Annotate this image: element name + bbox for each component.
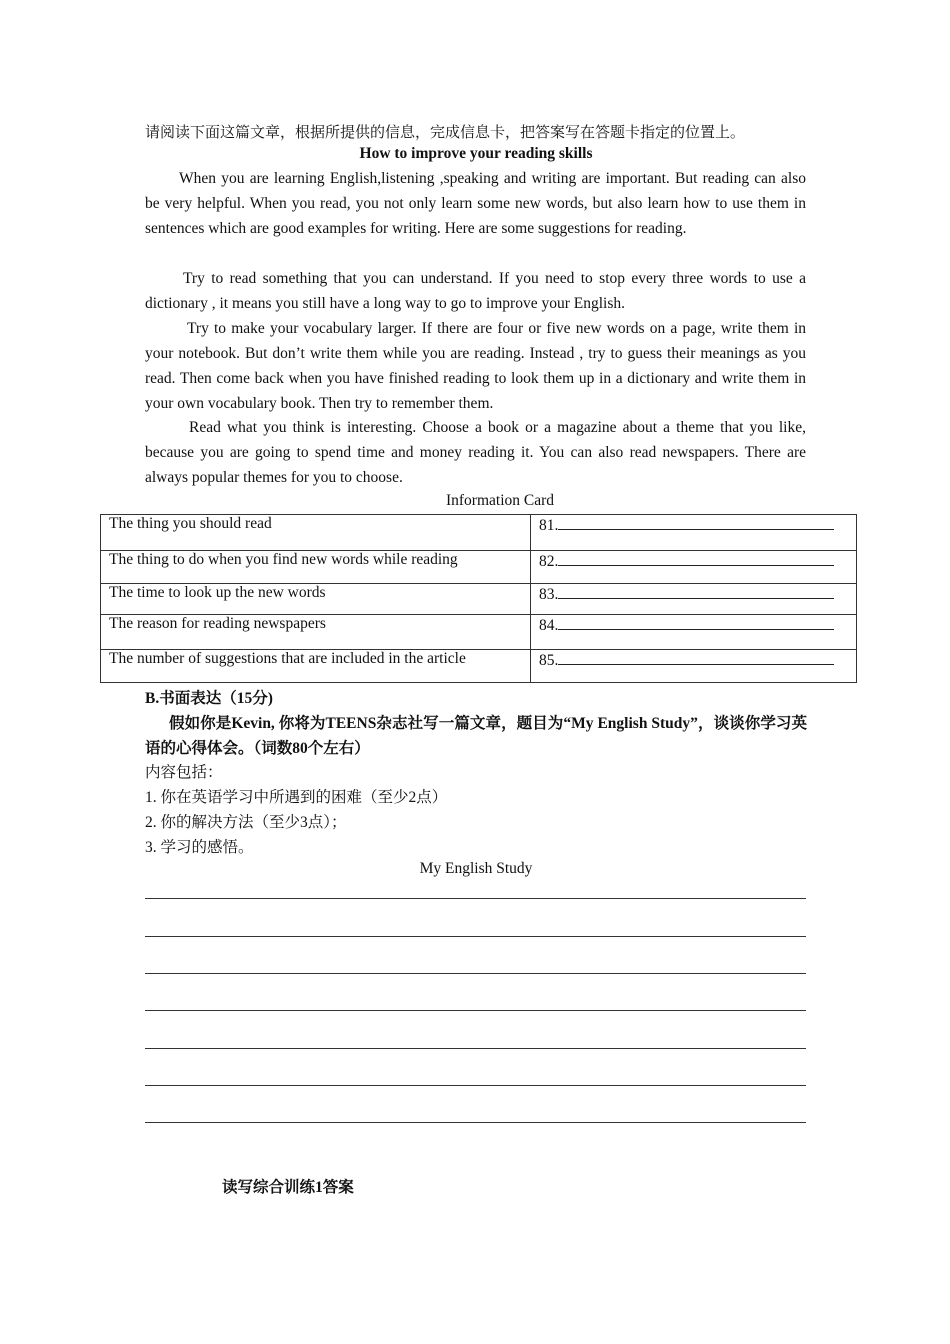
answer-cell[interactable] bbox=[531, 551, 857, 584]
table-row bbox=[101, 615, 857, 650]
answer-cell[interactable] bbox=[531, 650, 857, 683]
answer-number: 82. bbox=[539, 553, 559, 570]
writing-prompt: 假如你是Kevin, 你将为TEENS杂志社写一篇文章，题目为“My English Study”，谈谈你学习英语的心得体会。（词数80个左右） bbox=[145, 715, 807, 757]
requirement-item: 1. 你在英语学习中所遇到的困难（至少2点） bbox=[145, 789, 448, 806]
question-cell: The number of suggestions that are included in the article bbox=[101, 650, 531, 683]
answer-blank[interactable] bbox=[558, 615, 834, 630]
writing-line[interactable] bbox=[145, 973, 806, 974]
answer-number: 83. bbox=[539, 586, 559, 603]
requirement-item: 2. 你的解决方法（至少3点）； bbox=[145, 814, 347, 831]
question-cell: The thing you should read bbox=[101, 515, 531, 551]
answer-cell[interactable] bbox=[531, 515, 857, 551]
table-row bbox=[101, 551, 857, 584]
paragraph-2: Try to read something that you can understand. If you need to stop every three words to use a dictionary , it means you still have a long way to go to improve your English. bbox=[145, 270, 806, 312]
answer-cell[interactable] bbox=[531, 584, 857, 615]
question-cell: The thing to do when you find new words while reading bbox=[101, 551, 531, 584]
table-row bbox=[101, 584, 857, 615]
info-card-table bbox=[100, 514, 857, 683]
question-cell: The time to look up the new words bbox=[101, 584, 531, 615]
answer-number: 81. bbox=[539, 517, 559, 534]
article-title: How to improve your reading skills bbox=[359, 145, 593, 162]
writing-line[interactable] bbox=[145, 898, 806, 899]
table-row bbox=[101, 515, 857, 551]
content-label: 内容包括： bbox=[145, 764, 223, 781]
answer-number: 84. bbox=[539, 617, 559, 634]
requirement-item: 3. 学习的感悟。 bbox=[145, 839, 254, 856]
answer-blank[interactable] bbox=[558, 650, 834, 665]
paragraph-4: Read what you think is interesting. Choose a book or a magazine about a theme that you like, because you are going to spend time and money reading it. You can also read newspapers. There are always popular themes for you to choose. bbox=[145, 419, 806, 486]
writing-line[interactable] bbox=[145, 1122, 806, 1123]
paragraph-3: Try to make your vocabulary larger. If there are four or five new words on a page, write them in your notebook. But don’t write them while you are reading. Instead , try to guess their meanings as you read. Then come back when you have finished reading to look them up in a dictionary and write them in your own vocabulary book. Then try to remember them. bbox=[145, 320, 806, 412]
writing-line[interactable] bbox=[145, 1085, 806, 1086]
writing-line[interactable] bbox=[145, 1010, 806, 1011]
paragraph-1: When you are learning English,listening ,speaking and writing are important. But reading can also be very helpful. When you read, you not only learn some new words, but also learn how to use them in sentences which are good examples for writing. Here are some suggestions for reading. bbox=[145, 170, 806, 237]
writing-line[interactable] bbox=[145, 1048, 806, 1049]
essay-title: My English Study bbox=[419, 860, 533, 877]
answer-blank[interactable] bbox=[558, 551, 834, 566]
answer-blank[interactable] bbox=[558, 515, 834, 530]
question-cell: The reason for reading newspapers bbox=[101, 615, 531, 650]
writing-line[interactable] bbox=[145, 936, 806, 937]
answer-heading: 读写综合训练1答案 bbox=[222, 1179, 354, 1196]
answer-blank[interactable] bbox=[558, 584, 834, 599]
answer-cell[interactable] bbox=[531, 615, 857, 650]
answer-number: 85. bbox=[539, 652, 559, 669]
info-card-title: Information Card bbox=[445, 492, 555, 509]
section-b-heading: B.书面表达（15分) bbox=[145, 690, 273, 707]
instruction-text: 请阅读下面这篇文章，根据所提供的信息，完成信息卡，把答案写在答题卡指定的位置上。 bbox=[145, 125, 746, 141]
table-row bbox=[101, 650, 857, 683]
